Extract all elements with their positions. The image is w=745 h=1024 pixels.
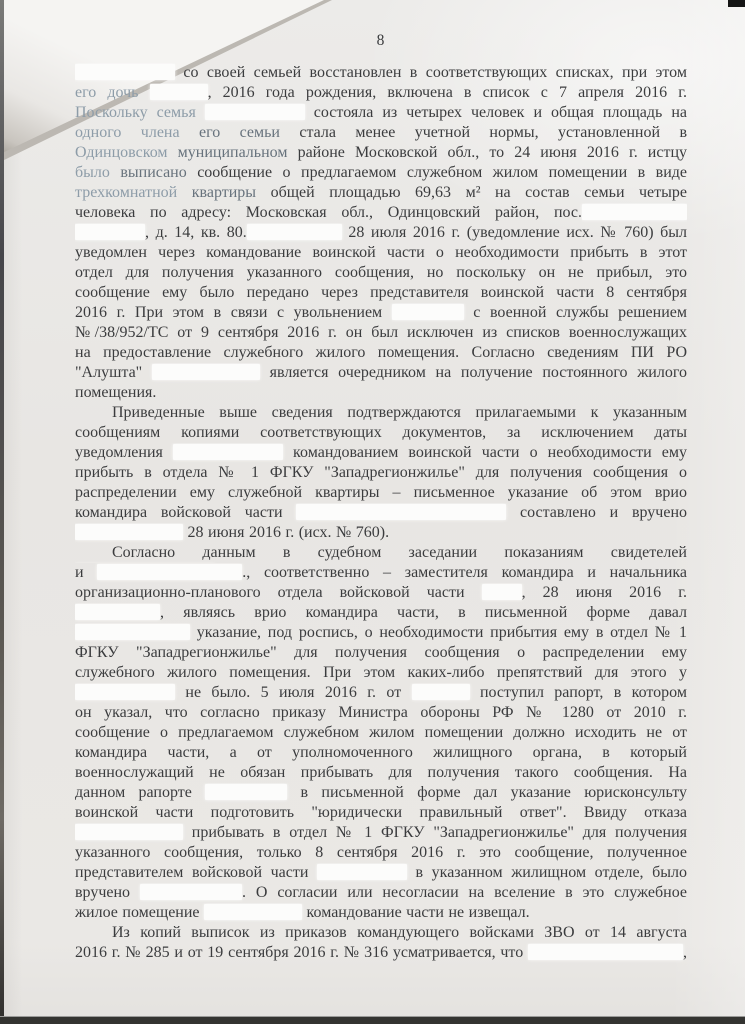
text-line <box>75 743 687 763</box>
text-segment: , 28 июня 2016 г. <box>521 584 687 601</box>
text-line <box>75 103 687 123</box>
text-line <box>75 303 687 323</box>
text-segment: Одинцовском <box>75 144 178 161</box>
text-line <box>75 83 687 103</box>
text-segment: , <box>683 944 687 961</box>
text-segment: районе Московской обл., то 24 июня 2016 г. истцу <box>297 144 687 161</box>
redaction-box <box>205 104 305 120</box>
redaction-box <box>150 84 208 100</box>
redaction-box <box>247 224 342 240</box>
text-segment: данном рапорте <box>75 784 206 801</box>
text-segment: ., соответственно – заместителя командира и начальника <box>242 564 687 581</box>
text-line <box>75 683 687 703</box>
text-segment: Приведенные выше сведения подтверждаются прилагаемыми к указанным <box>112 404 687 421</box>
text-segment: муниципальном <box>177 144 298 161</box>
text-line <box>75 663 687 683</box>
redaction-box <box>528 944 683 960</box>
text-line <box>75 483 687 503</box>
text-block <box>75 32 687 963</box>
text-line <box>75 343 687 363</box>
text-segment: человека по адресу: Московская обл., Одинцовский район, пос. <box>75 204 582 221</box>
text-segment: указание, под роспись, о необходимости прибытия ему в отдел № 1 <box>190 624 687 641</box>
text-segment: сообщение о предлагаемом служебном жилом помещении должно исходить не от <box>75 724 687 741</box>
text-segment: его дочь <box>75 84 150 101</box>
text-line <box>75 283 687 303</box>
text-segment: служебного жилого помещения. При этом каких-либо препятствий для этого у <box>75 664 687 681</box>
text-line <box>75 423 687 443</box>
text-segment: указанного сообщения, только 8 сентября 2016 г. это сообщение, полученное <box>75 844 687 861</box>
text-segment: было <box>75 164 121 181</box>
text-line <box>75 623 687 643</box>
redaction-box <box>75 524 183 540</box>
text-segment: военнослужащий не обязан прибывать для получения такого сообщения. На <box>75 764 687 781</box>
text-segment: сообщение ему было передано через представителя воинской части 8 сентября <box>75 284 687 301</box>
text-segment: ФГКУ "Западрегионжилье" для получения сообщения о распределении ему <box>75 644 687 661</box>
text-segment: одного члена <box>75 124 199 141</box>
redaction-box <box>75 604 160 620</box>
text-segment: командованием воинской части о необходимости ему <box>282 444 687 461</box>
text-line <box>75 723 687 743</box>
text-segment: вручено <box>75 884 140 901</box>
text-segment: является очередником на получение постоянного жилого <box>259 364 687 381</box>
text-line <box>75 843 687 863</box>
text-segment: и <box>75 564 98 581</box>
redaction-box <box>205 784 287 800</box>
text-segment: командира части, а от уполномоченного жилищного органа, в который <box>75 744 687 761</box>
text-segment: 28 июля 2016 г. (уведомление исх. № 760) был <box>341 224 687 241</box>
text-line <box>75 883 687 903</box>
text-segment: уведомлен через командование воинской части о необходимости прибыть в этот <box>75 244 687 261</box>
text-line <box>75 903 687 923</box>
text-line <box>75 323 687 343</box>
text-line <box>75 383 687 403</box>
redaction-box <box>482 584 522 600</box>
text-line <box>75 583 687 603</box>
redaction-box <box>75 824 183 840</box>
text-segment: общей площадью 69,63 м² на состав семьи четыре <box>270 184 687 201</box>
redaction-box <box>152 364 260 380</box>
text-line <box>75 863 687 883</box>
text-line <box>75 603 687 623</box>
text-line <box>75 923 687 943</box>
redaction-box <box>75 224 145 240</box>
text-segment: командование части не извещал. <box>302 904 530 921</box>
text-segment: 2016 г. № 285 и от 19 сентября 2016 г. № 316 усматривается, что <box>75 944 528 961</box>
text-segment: состояла из четырех человек и общая площадь на <box>304 104 687 121</box>
text-segment: организационно-планового отдела войсковой части <box>75 584 482 601</box>
text-line <box>75 143 687 163</box>
text-line <box>75 543 687 563</box>
text-segment: прибыть в отдела № 1 ФГКУ "Западрегионжилье" для получения сообщения о <box>75 464 687 481</box>
text-line <box>75 403 687 423</box>
redaction-box <box>140 884 242 900</box>
text-segment: , 2016 года рождения, включена в список с 7 апреля 2016 г. <box>207 84 687 101</box>
text-line <box>75 823 687 843</box>
text-segment: командира войсковой части <box>75 504 297 521</box>
text-segment: на предоставление служебного жилого помещения. Согласно сведениям ПИ РО <box>75 344 687 361</box>
text-line <box>75 163 687 183</box>
text-segment: трехкомнатной <box>75 184 192 201</box>
text-segment: его семьи <box>198 124 300 141</box>
text-segment: не было. 5 июля 2016 г. от <box>175 684 412 701</box>
text-segment: , д. 14, кв. 80. <box>145 224 247 241</box>
redaction-box <box>75 684 175 700</box>
text-line <box>75 183 687 203</box>
scan-edge-bottom <box>0 1016 745 1024</box>
scan-edge-left <box>0 0 4 1024</box>
text-segment: сообщение о предлагаемом служебном жилом помещении в виде <box>197 164 687 181</box>
text-segment: , являясь врио командира части, в письменной форме давал <box>160 604 687 621</box>
redaction-box <box>582 204 687 220</box>
text-segment: стала менее учетной нормы, установленной в <box>299 124 687 141</box>
text-segment: представителем войсковой части <box>75 864 317 881</box>
text-line <box>75 63 687 83</box>
text-segment: квартиры <box>191 184 271 201</box>
text-segment: №/38/952/ТС от 9 сентября 2016 г. он был исключен из списков военнослужащих <box>75 324 687 341</box>
text-line <box>75 443 687 463</box>
text-segment: Поскольку семья <box>75 104 205 121</box>
text-segment: со своей семьей восстановлен в соответствующих списках, при этом <box>175 64 687 81</box>
text-segment: . О согласии или несогласии на вселение в это служебное <box>241 884 687 901</box>
text-segment: он указал, что согласно приказу Министра обороны РФ № 1280 от 2010 г. <box>75 704 687 721</box>
text-segment: прибывать в отдел № 1 ФГКУ "Западрегионжилье" для получения <box>183 824 687 841</box>
text-line <box>75 643 687 663</box>
text-segment: Из копий выписок из приказов командующего войсками ЗВО от 14 августа <box>112 924 687 941</box>
redaction-box <box>173 444 283 460</box>
text-segment: помещения. <box>75 384 157 401</box>
redaction-box <box>412 684 470 700</box>
text-segment: выписано <box>120 164 198 181</box>
text-line <box>75 243 687 263</box>
scan-mark-top-right <box>728 0 745 7</box>
text-line <box>75 463 687 483</box>
redaction-box <box>317 864 407 880</box>
text-segment: 2016 г. При этом в связи с увольнением <box>75 304 392 321</box>
redaction-box <box>75 624 190 640</box>
page-number: 8 <box>376 32 386 49</box>
text-segment: "Алушта" <box>75 364 152 381</box>
text-segment: Согласно данным в судебном заседании показаниям свидетелей <box>112 544 687 561</box>
text-line <box>75 803 687 823</box>
text-segment: уведомления <box>75 444 173 461</box>
text-segment: сообщениям копиями соответствующих документов, за исключением даты <box>75 424 687 441</box>
text-line <box>75 523 687 543</box>
text-segment: с военной службы решением <box>463 304 687 321</box>
text-line <box>75 203 687 223</box>
text-segment: поступил рапорт, в котором <box>469 684 687 701</box>
text-segment: в письменной форме дал указание юрисконсульту <box>287 784 687 801</box>
text-line <box>75 563 687 583</box>
text-line <box>75 363 687 383</box>
text-line <box>75 263 687 283</box>
text-line <box>75 783 687 803</box>
text-line <box>75 503 687 523</box>
text-line <box>75 763 687 783</box>
text-segment: воинской части подготовить "юридически правильный ответ". Ввиду отказа <box>75 804 687 821</box>
text-line <box>75 943 687 963</box>
redaction-box <box>97 564 242 580</box>
text-line <box>75 703 687 723</box>
text-segment: составлено и вручено <box>506 504 687 521</box>
text-segment: распределении ему служебной квартиры – письменное указание об этом врио <box>75 484 687 501</box>
redaction-box <box>392 304 464 320</box>
text-line <box>75 223 687 243</box>
redaction-box <box>204 904 302 920</box>
text-segment: в указанном жилищном отделе, было <box>406 864 687 881</box>
redaction-box <box>296 504 506 520</box>
text-segment: 28 июня 2016 г. (исх. № 760). <box>183 524 390 541</box>
text-segment: отдел для получения указанного сообщения, но поскольку он не прибыл, это <box>75 264 687 281</box>
text-line <box>75 123 687 143</box>
text-segment: жилое помещение <box>75 904 205 921</box>
redaction-box <box>75 64 175 80</box>
document-lines <box>75 63 687 963</box>
